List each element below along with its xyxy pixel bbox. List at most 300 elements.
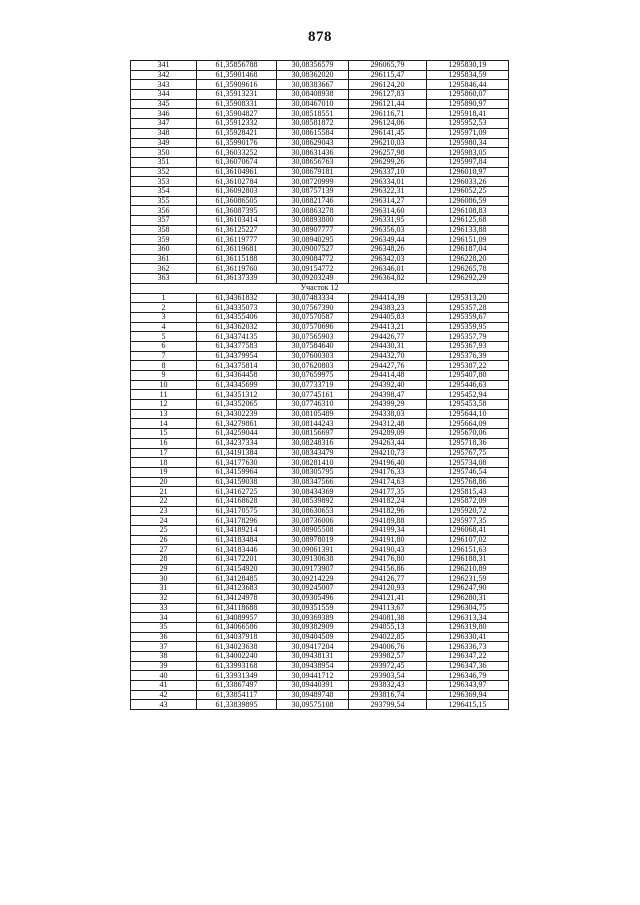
x-coordinate-cell: 294289,09 [349,429,427,439]
latitude-cell: 61,34191384 [197,448,277,458]
x-coordinate-cell: 296342,03 [349,254,427,264]
x-coordinate-cell: 293799,54 [349,700,427,710]
latitude-cell: 61,34123683 [197,584,277,594]
longitude-cell: 30,08893800 [277,216,349,226]
x-coordinate-cell: 294191,80 [349,535,427,545]
longitude-cell: 30,08907777 [277,225,349,235]
y-coordinate-cell: 1295767,75 [427,448,509,458]
x-coordinate-cell: 294405,83 [349,312,427,322]
longitude-cell: 30,07746310 [277,400,349,410]
x-coordinate-cell: 294190,43 [349,545,427,555]
point-number-cell: 342 [131,70,197,80]
longitude-cell: 30,07620803 [277,361,349,371]
longitude-cell: 30,09417204 [277,642,349,652]
latitude-cell: 61,34178296 [197,516,277,526]
latitude-cell: 61,35904827 [197,109,277,119]
table-row [131,651,509,661]
latitude-cell: 61,36119760 [197,264,277,274]
latitude-cell: 61,34189214 [197,526,277,536]
y-coordinate-cell: 1296187,04 [427,245,509,255]
y-coordinate-cell: 1295983,05 [427,148,509,158]
point-number-cell: 345 [131,99,197,109]
table-row [131,545,509,555]
table-row [131,526,509,536]
table-row [131,564,509,574]
point-number-cell: 11 [131,390,197,400]
y-coordinate-cell: 1295768,86 [427,477,509,487]
table-row [131,448,509,458]
latitude-cell: 61,34183484 [197,535,277,545]
longitude-cell: 30,08656763 [277,157,349,167]
x-coordinate-cell: 293972,45 [349,661,427,671]
point-number-cell: 356 [131,206,197,216]
point-number-cell: 23 [131,506,197,516]
longitude-cell: 30,08629043 [277,138,349,148]
table-row [131,293,509,303]
latitude-cell: 61,34302239 [197,409,277,419]
longitude-cell: 30,08720999 [277,177,349,187]
table-row [131,225,509,235]
longitude-cell: 30,07567390 [277,303,349,313]
point-number-cell: 8 [131,361,197,371]
y-coordinate-cell: 1295830,19 [427,61,509,71]
longitude-cell: 30,09438131 [277,651,349,661]
x-coordinate-cell: 296115,47 [349,70,427,80]
x-coordinate-cell: 294426,77 [349,332,427,342]
point-number-cell: 30 [131,574,197,584]
longitude-cell: 30,09438954 [277,661,349,671]
x-coordinate-cell: 293832,43 [349,681,427,691]
latitude-cell: 61,35909616 [197,80,277,90]
longitude-cell: 30,08356579 [277,61,349,71]
y-coordinate-cell: 1295918,41 [427,109,509,119]
point-number-cell: 10 [131,380,197,390]
longitude-cell: 30,09214229 [277,574,349,584]
table-row [131,177,509,187]
point-number-cell: 362 [131,264,197,274]
x-coordinate-cell: 294182,96 [349,506,427,516]
longitude-cell: 30,08757139 [277,186,349,196]
latitude-cell: 61,34237334 [197,438,277,448]
latitude-cell: 61,33993168 [197,661,277,671]
latitude-cell: 61,35908331 [197,99,277,109]
table-row [131,128,509,138]
x-coordinate-cell: 294210,73 [349,448,427,458]
y-coordinate-cell: 1295359,67 [427,312,509,322]
latitude-cell: 61,34154920 [197,564,277,574]
longitude-cell: 30,09305496 [277,593,349,603]
latitude-cell: 61,35913231 [197,90,277,100]
table-row [131,380,509,390]
y-coordinate-cell: 1296086,59 [427,196,509,206]
longitude-cell: 30,08978019 [277,535,349,545]
longitude-cell: 30,08362020 [277,70,349,80]
y-coordinate-cell: 1296210,89 [427,564,509,574]
x-coordinate-cell: 296348,26 [349,245,427,255]
longitude-cell: 30,08248316 [277,438,349,448]
latitude-cell: 61,36070674 [197,157,277,167]
point-number-cell: 354 [131,186,197,196]
longitude-cell: 30,09130638 [277,555,349,565]
point-number-cell: 346 [131,109,197,119]
latitude-cell: 61,34335073 [197,303,277,313]
longitude-cell: 30,09489748 [277,690,349,700]
latitude-cell: 61,34279861 [197,419,277,429]
latitude-cell: 61,34379954 [197,351,277,361]
table-row [131,216,509,226]
point-number-cell: 31 [131,584,197,594]
y-coordinate-cell: 1296369,94 [427,690,509,700]
table-row [131,332,509,342]
x-coordinate-cell: 296121,44 [349,99,427,109]
table-row [131,622,509,632]
x-coordinate-cell: 294413,21 [349,322,427,332]
longitude-cell: 30,08518551 [277,109,349,119]
point-number-cell: 353 [131,177,197,187]
y-coordinate-cell: 1296265,78 [427,264,509,274]
longitude-cell: 30,08905508 [277,526,349,536]
latitude-cell: 61,36104961 [197,167,277,177]
x-coordinate-cell: 294199,34 [349,526,427,536]
longitude-cell: 30,07570587 [277,312,349,322]
x-coordinate-cell: 294176,80 [349,555,427,565]
y-coordinate-cell: 1295734,08 [427,458,509,468]
longitude-cell: 30,07584640 [277,341,349,351]
y-coordinate-cell: 1295980,34 [427,138,509,148]
point-number-cell: 27 [131,545,197,555]
x-coordinate-cell: 294055,13 [349,622,427,632]
table-row [131,235,509,245]
x-coordinate-cell: 294414,48 [349,371,427,381]
point-number-cell: 39 [131,661,197,671]
point-number-cell: 29 [131,564,197,574]
x-coordinate-cell: 294182,24 [349,496,427,506]
x-coordinate-cell: 294081,38 [349,613,427,623]
longitude-cell: 30,07659975 [277,371,349,381]
table-row [131,312,509,322]
x-coordinate-cell: 294338,03 [349,409,427,419]
point-number-cell: 14 [131,419,197,429]
table-row [131,390,509,400]
table-row [131,167,509,177]
latitude-cell: 61,34172201 [197,555,277,565]
longitude-cell: 30,07570696 [277,322,349,332]
y-coordinate-cell: 1295446,63 [427,380,509,390]
table-row [131,467,509,477]
y-coordinate-cell: 1296336,73 [427,642,509,652]
longitude-cell: 30,07733719 [277,380,349,390]
longitude-cell: 30,08539892 [277,496,349,506]
point-number-cell: 28 [131,555,197,565]
longitude-cell: 30,09061391 [277,545,349,555]
table-row [131,148,509,158]
point-number-cell: 355 [131,196,197,206]
latitude-cell: 61,34345699 [197,380,277,390]
point-number-cell: 6 [131,341,197,351]
latitude-cell: 61,34002240 [197,651,277,661]
table-row [131,584,509,594]
point-number-cell: 32 [131,593,197,603]
longitude-cell: 30,08305795 [277,467,349,477]
table-row [131,574,509,584]
y-coordinate-cell: 1295387,22 [427,361,509,371]
y-coordinate-cell: 1295971,09 [427,128,509,138]
point-number-cell: 17 [131,448,197,458]
x-coordinate-cell: 294113,67 [349,603,427,613]
table-row [131,458,509,468]
point-number-cell: 42 [131,690,197,700]
point-number-cell: 363 [131,274,197,284]
x-coordinate-cell: 293903,54 [349,671,427,681]
x-coordinate-cell: 294006,76 [349,642,427,652]
longitude-cell: 30,08821746 [277,196,349,206]
x-coordinate-cell: 294121,41 [349,593,427,603]
point-number-cell: 348 [131,128,197,138]
table-row [131,409,509,419]
point-number-cell: 360 [131,245,197,255]
latitude-cell: 61,34089957 [197,613,277,623]
x-coordinate-cell: 294196,40 [349,458,427,468]
longitude-cell: 30,09369389 [277,613,349,623]
table-row [131,109,509,119]
latitude-cell: 61,36115188 [197,254,277,264]
latitude-cell: 61,34159964 [197,467,277,477]
point-number-cell: 349 [131,138,197,148]
point-number-cell: 25 [131,526,197,536]
latitude-cell: 61,36092803 [197,186,277,196]
x-coordinate-cell: 294399,29 [349,400,427,410]
table-row [131,245,509,255]
y-coordinate-cell: 1296304,75 [427,603,509,613]
longitude-cell: 30,08863278 [277,206,349,216]
y-coordinate-cell: 1295407,80 [427,371,509,381]
table-row [131,206,509,216]
x-coordinate-cell: 294414,39 [349,293,427,303]
point-number-cell: 357 [131,216,197,226]
table-row [131,303,509,313]
latitude-cell: 61,34037918 [197,632,277,642]
y-coordinate-cell: 1296415,15 [427,700,509,710]
y-coordinate-cell: 1295860,07 [427,90,509,100]
point-number-cell: 4 [131,322,197,332]
longitude-cell: 30,09203249 [277,274,349,284]
y-coordinate-cell: 1295357,28 [427,303,509,313]
longitude-cell: 30,08467010 [277,99,349,109]
y-coordinate-cell: 1295952,53 [427,119,509,129]
point-number-cell: 37 [131,642,197,652]
table-row [131,322,509,332]
point-number-cell: 35 [131,622,197,632]
point-number-cell: 343 [131,80,197,90]
y-coordinate-cell: 1296330,41 [427,632,509,642]
x-coordinate-cell: 296314,60 [349,206,427,216]
latitude-cell: 61,35856788 [197,61,277,71]
latitude-cell: 61,34168628 [197,496,277,506]
longitude-cell: 30,09351559 [277,603,349,613]
latitude-cell: 61,36086505 [197,196,277,206]
coordinates-table [130,60,509,710]
point-number-cell: 38 [131,651,197,661]
longitude-cell: 30,09382909 [277,622,349,632]
table-row [131,90,509,100]
table-row [131,516,509,526]
table-row [131,371,509,381]
y-coordinate-cell: 1295664,09 [427,419,509,429]
table-row [131,157,509,167]
y-coordinate-cell: 1296052,25 [427,186,509,196]
x-coordinate-cell: 296334,01 [349,177,427,187]
y-coordinate-cell: 1296228,20 [427,254,509,264]
longitude-cell: 30,09575108 [277,700,349,710]
longitude-cell: 30,08434369 [277,487,349,497]
y-coordinate-cell: 1295359,95 [427,322,509,332]
x-coordinate-cell: 296127,83 [349,90,427,100]
table-row [131,661,509,671]
latitude-cell: 61,36125227 [197,225,277,235]
table-row [131,496,509,506]
point-number-cell: 5 [131,332,197,342]
point-number-cell: 361 [131,254,197,264]
latitude-cell: 61,33931349 [197,671,277,681]
latitude-cell: 61,34162725 [197,487,277,497]
latitude-cell: 61,33867497 [197,681,277,691]
table-row [131,186,509,196]
table-row [131,487,509,497]
x-coordinate-cell: 294392,40 [349,380,427,390]
table-row [131,351,509,361]
table-row [131,429,509,439]
y-coordinate-cell: 1295670,06 [427,429,509,439]
latitude-cell: 61,34362032 [197,322,277,332]
y-coordinate-cell: 1295453,58 [427,400,509,410]
longitude-cell: 30,07745161 [277,390,349,400]
x-coordinate-cell: 296210,03 [349,138,427,148]
y-coordinate-cell: 1295452,94 [427,390,509,400]
y-coordinate-cell: 1296068,41 [427,526,509,536]
table-row [131,99,509,109]
table-row [131,642,509,652]
point-number-cell: 12 [131,400,197,410]
latitude-cell: 61,34118688 [197,603,277,613]
latitude-cell: 61,34159038 [197,477,277,487]
x-coordinate-cell: 296299,26 [349,157,427,167]
point-number-cell: 341 [131,61,197,71]
table-row [131,555,509,565]
table-row [131,138,509,148]
latitude-cell: 61,33839895 [197,700,277,710]
latitude-cell: 61,34183446 [197,545,277,555]
x-coordinate-cell: 294383,23 [349,303,427,313]
latitude-cell: 61,34128485 [197,574,277,584]
table-row [131,274,509,284]
table-row [131,196,509,206]
table-row [131,535,509,545]
x-coordinate-cell: 296065,79 [349,61,427,71]
x-coordinate-cell: 294312,48 [349,419,427,429]
x-coordinate-cell: 294189,88 [349,516,427,526]
y-coordinate-cell: 1296319,80 [427,622,509,632]
point-number-cell: 16 [131,438,197,448]
latitude-cell: 61,35990176 [197,138,277,148]
point-number-cell: 3 [131,312,197,322]
y-coordinate-cell: 1295846,44 [427,80,509,90]
coordinates-table-body [131,61,509,710]
latitude-cell: 61,35912332 [197,119,277,129]
longitude-cell: 30,09441712 [277,671,349,681]
longitude-cell: 30,07565903 [277,332,349,342]
y-coordinate-cell: 1296133,88 [427,225,509,235]
y-coordinate-cell: 1296347,36 [427,661,509,671]
latitude-cell: 61,34352065 [197,400,277,410]
table-row [131,681,509,691]
table-row [131,632,509,642]
table-row [131,254,509,264]
x-coordinate-cell: 294120,93 [349,584,427,594]
table-row [131,119,509,129]
y-coordinate-cell: 1295834,59 [427,70,509,80]
x-coordinate-cell: 294432,70 [349,351,427,361]
y-coordinate-cell: 1295977,35 [427,516,509,526]
longitude-cell: 30,08281410 [277,458,349,468]
x-coordinate-cell: 293982,57 [349,651,427,661]
longitude-cell: 30,08156697 [277,429,349,439]
point-number-cell: 41 [131,681,197,691]
y-coordinate-cell: 1296010,97 [427,167,509,177]
y-coordinate-cell: 1296033,26 [427,177,509,187]
y-coordinate-cell: 1295746,54 [427,467,509,477]
table-row [131,419,509,429]
point-number-cell: 22 [131,496,197,506]
table-row [131,671,509,681]
table-row [131,361,509,371]
latitude-cell: 61,36103414 [197,216,277,226]
point-number-cell: 24 [131,516,197,526]
y-coordinate-cell: 1296347,22 [427,651,509,661]
point-number-cell: 9 [131,371,197,381]
section-header-row [131,283,509,293]
y-coordinate-cell: 1296280,31 [427,593,509,603]
latitude-cell: 61,34364458 [197,371,277,381]
latitude-cell: 61,34374135 [197,332,277,342]
longitude-cell: 30,08940295 [277,235,349,245]
x-coordinate-cell: 293816,74 [349,690,427,700]
longitude-cell: 30,08408938 [277,90,349,100]
point-number-cell: 21 [131,487,197,497]
table-row [131,477,509,487]
x-coordinate-cell: 296257,98 [349,148,427,158]
longitude-cell: 30,07600303 [277,351,349,361]
y-coordinate-cell: 1295718,36 [427,438,509,448]
x-coordinate-cell: 294156,86 [349,564,427,574]
longitude-cell: 30,08105489 [277,409,349,419]
y-coordinate-cell: 1295313,20 [427,293,509,303]
x-coordinate-cell: 296331,95 [349,216,427,226]
point-number-cell: 347 [131,119,197,129]
longitude-cell: 30,09245007 [277,584,349,594]
point-number-cell: 40 [131,671,197,681]
point-number-cell: 7 [131,351,197,361]
y-coordinate-cell: 1296292,29 [427,274,509,284]
longitude-cell: 30,09154772 [277,264,349,274]
y-coordinate-cell: 1296125,68 [427,216,509,226]
x-coordinate-cell: 294176,33 [349,467,427,477]
latitude-cell: 61,34377583 [197,341,277,351]
point-number-cell: 13 [131,409,197,419]
latitude-cell: 61,36119681 [197,245,277,255]
y-coordinate-cell: 1295890,97 [427,99,509,109]
point-number-cell: 2 [131,303,197,313]
table-row [131,61,509,71]
